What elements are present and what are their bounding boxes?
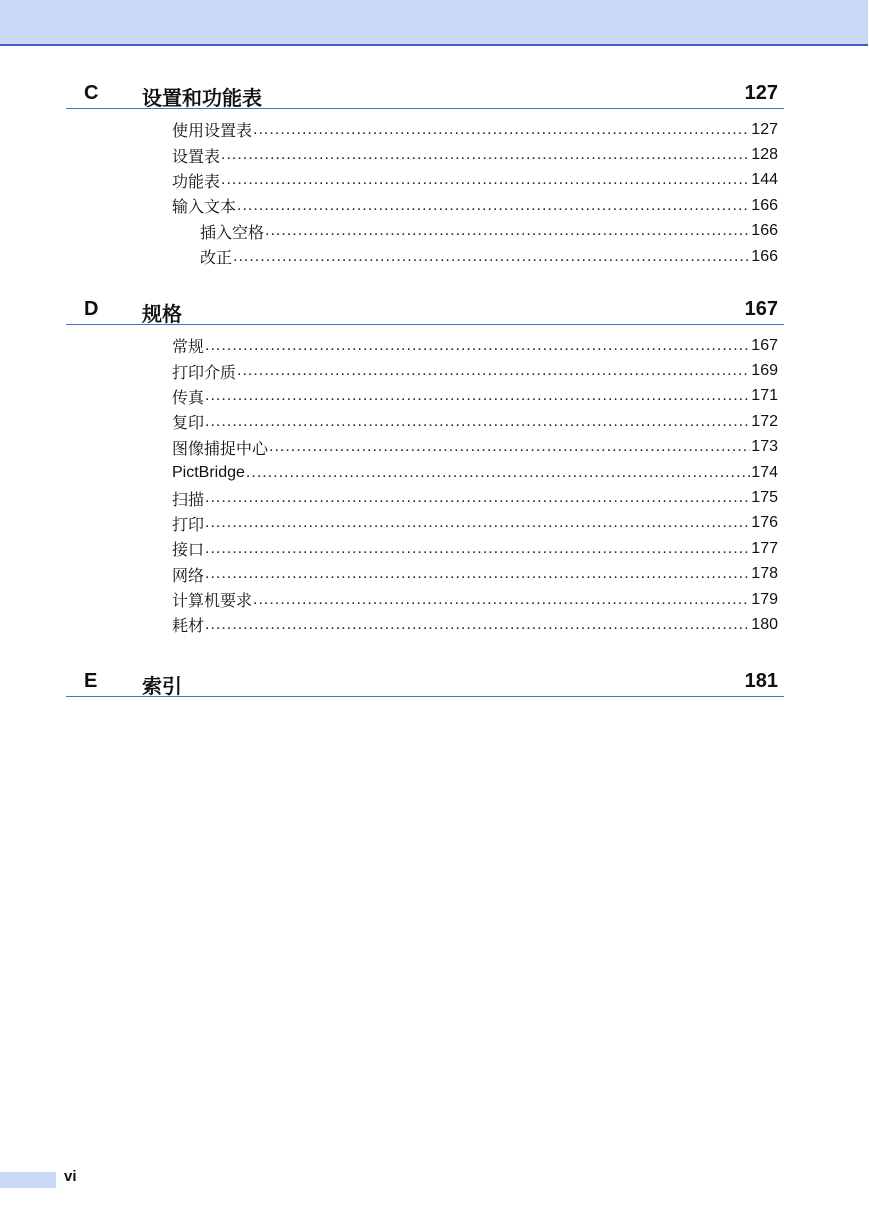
toc-entry[interactable] [172, 358, 778, 383]
toc-entry[interactable] [172, 536, 778, 561]
dot-leader [205, 413, 750, 431]
entry-page: 169 [751, 362, 778, 380]
entry-label: 使用设置表 [172, 123, 253, 141]
entry-label: 传真 [172, 389, 205, 407]
entry-label: 打印介质 [172, 364, 237, 382]
entry-page: 175 [751, 489, 778, 507]
entry-page: 178 [751, 565, 778, 583]
entry-label: 功能表 [172, 173, 221, 191]
toc-entry[interactable] [172, 333, 778, 358]
toc-section-d [66, 296, 784, 638]
entry-page: 127 [751, 120, 778, 138]
entry-label: 图像捕捉中心 [172, 440, 269, 458]
entry-label: 扫描 [172, 491, 205, 509]
entry-label: 耗材 [172, 618, 205, 636]
entry-label: 常规 [172, 339, 205, 357]
footer-band [0, 1172, 56, 1188]
dot-leader [205, 387, 750, 405]
entry-label: 设置表 [172, 148, 221, 166]
entry-page: 179 [751, 590, 778, 608]
dot-leader [205, 540, 750, 558]
toc-entry[interactable] [172, 409, 778, 434]
toc-entry[interactable] [172, 511, 778, 536]
toc-subentry[interactable] [200, 244, 778, 269]
toc-entries [66, 333, 784, 638]
entry-page: 176 [751, 514, 778, 532]
dot-leader [205, 514, 750, 532]
entry-page: 174 [751, 463, 778, 481]
section-heading [66, 80, 784, 109]
entry-label: 网络 [172, 567, 205, 585]
dot-leader [253, 121, 750, 139]
section-page-number[interactable]: 167 [744, 298, 778, 320]
toc-entry[interactable] [172, 460, 778, 485]
entry-page: 144 [751, 171, 778, 189]
entry-page: 171 [751, 387, 778, 405]
toc-entry[interactable] [172, 587, 778, 612]
entry-label: 接口 [172, 542, 205, 560]
entry-page: 128 [751, 146, 778, 164]
header-band [0, 0, 868, 46]
section-title[interactable]: 规格 [142, 304, 182, 326]
dot-leader [205, 489, 750, 507]
dot-leader [237, 362, 750, 380]
section-letter: C [84, 82, 99, 104]
toc-entry[interactable] [172, 168, 778, 193]
section-page-number[interactable]: 127 [744, 82, 778, 104]
toc-entry[interactable] [172, 193, 778, 218]
entry-page: 172 [751, 412, 778, 430]
entry-page: 166 [751, 247, 778, 265]
section-title[interactable]: 索引 [142, 676, 182, 698]
footer-page-number: vi [64, 1168, 77, 1185]
dot-leader [205, 616, 750, 634]
section-page-number[interactable]: 181 [744, 670, 778, 692]
toc-entry[interactable] [172, 142, 778, 167]
section-letter: D [84, 298, 99, 320]
section-letter: E [84, 670, 98, 692]
dot-leader [205, 337, 750, 355]
dot-leader [237, 197, 750, 215]
toc-entries [66, 117, 784, 269]
toc-entry[interactable] [172, 117, 778, 142]
entry-label: 复印 [172, 415, 205, 433]
entry-page: 166 [751, 196, 778, 214]
entry-page: 166 [751, 222, 778, 240]
toc-section-e [66, 668, 784, 697]
dot-leader [253, 591, 750, 609]
dot-leader [205, 565, 750, 583]
toc-entry[interactable] [172, 612, 778, 637]
entry-label: 计算机要求 [172, 593, 253, 611]
toc-subentry[interactable] [200, 219, 778, 244]
entry-label: 插入空格 [200, 224, 265, 242]
dot-leader [265, 222, 750, 240]
entry-page: 173 [751, 438, 778, 456]
dot-leader [221, 171, 750, 189]
section-heading [66, 668, 784, 697]
toc-entry[interactable] [172, 485, 778, 510]
entry-label: 打印 [172, 516, 205, 534]
entry-label: 输入文本 [172, 199, 237, 217]
section-title[interactable]: 设置和功能表 [142, 88, 262, 110]
dot-leader [221, 146, 750, 164]
toc-entry[interactable] [172, 562, 778, 587]
section-heading [66, 296, 784, 325]
dot-leader [269, 438, 750, 456]
entry-label: PictBridge [172, 463, 245, 481]
toc-entry[interactable] [172, 384, 778, 409]
toc-entry[interactable] [172, 435, 778, 460]
entry-page: 167 [751, 336, 778, 354]
dot-leader [246, 464, 750, 482]
dot-leader [233, 248, 750, 266]
toc-section-c [66, 80, 784, 269]
entry-page: 180 [751, 615, 778, 633]
entry-label: 改正 [200, 250, 233, 268]
entry-page: 177 [751, 539, 778, 557]
